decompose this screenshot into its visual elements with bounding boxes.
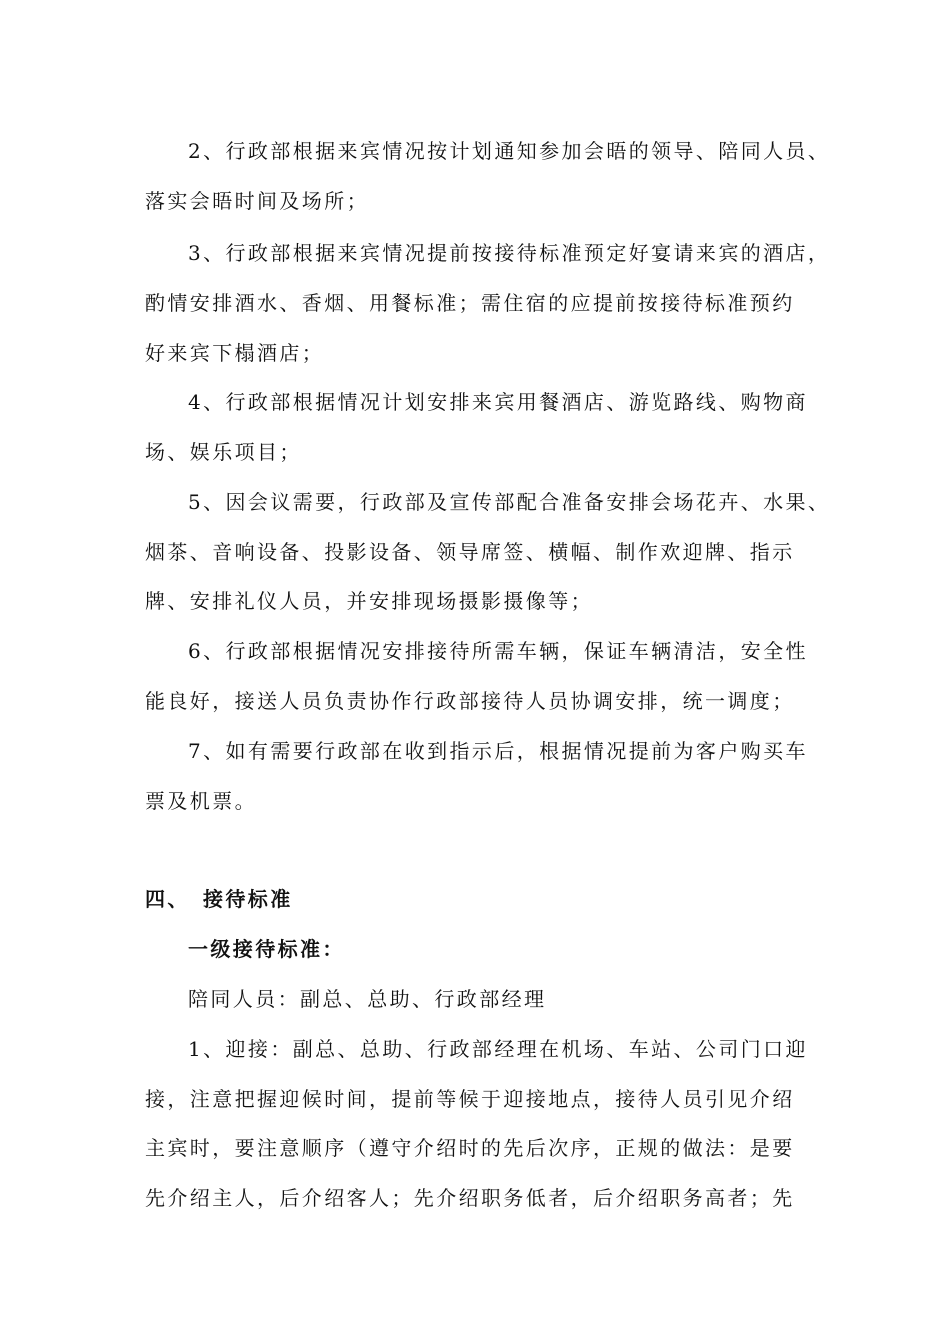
para-2-line-1: 2、行政部根据来宾情况按计划通知参加会晤的领导、陪同人员、 xyxy=(188,139,831,163)
para-5-line-1: 5、因会议需要，行政部及宣传部配合准备安排会场花卉、水果、 xyxy=(188,490,831,514)
para-3-line-2: 酌情安排酒水、香烟、用餐标准；需住宿的应提前按接待标准预约 xyxy=(145,291,795,315)
subsection-title: 一级接待标准： xyxy=(188,937,345,961)
item-1-line-1: 1、迎接：副总、总助、行政部经理在机场、车站、公司门口迎 xyxy=(188,1037,808,1061)
accompany-line: 陪同人员：副总、总助、行政部经理 xyxy=(188,987,547,1011)
para-3-line-3: 好来宾下榻酒店； xyxy=(145,341,325,365)
para-3-line-1: 3、行政部根据来宾情况提前按接待标准预定好宴请来宾的酒店， xyxy=(188,241,831,265)
para-5-line-2: 烟茶、音响设备、投影设备、领导席签、横幅、制作欢迎牌、指示 xyxy=(145,540,795,564)
para-4-line-2: 场、娱乐项目； xyxy=(145,440,302,464)
para-7-line-2: 票及机票。 xyxy=(145,789,257,813)
item-1-line-2: 接，注意把握迎候时间，提前等候于迎接地点，接待人员引见介绍 xyxy=(145,1087,795,1111)
para-2-line-2: 落实会晤时间及场所； xyxy=(145,189,369,213)
section-number: 四、 xyxy=(145,887,190,911)
para-6-line-2: 能良好，接送人员负责协作行政部接待人员协调安排，统一调度； xyxy=(145,689,795,713)
section-title: 接待标准 xyxy=(203,887,293,911)
item-1-line-4: 先介绍主人，后介绍客人；先介绍职务低者，后介绍职务高者；先 xyxy=(145,1186,795,1210)
para-4-line-1: 4、行政部根据情况计划安排来宾用餐酒店、游览路线、购物商 xyxy=(188,390,808,414)
para-6-line-1: 6、行政部根据情况安排接待所需车辆，保证车辆清洁，安全性 xyxy=(188,639,808,663)
item-1-line-3: 主宾时，要注意顺序（遵守介绍时的先后次序，正规的做法：是要 xyxy=(145,1136,795,1160)
para-7-line-1: 7、如有需要行政部在收到指示后，根据情况提前为客户购买车 xyxy=(188,739,808,763)
para-5-line-3: 牌、安排礼仪人员，并安排现场摄影摄像等； xyxy=(145,589,593,613)
